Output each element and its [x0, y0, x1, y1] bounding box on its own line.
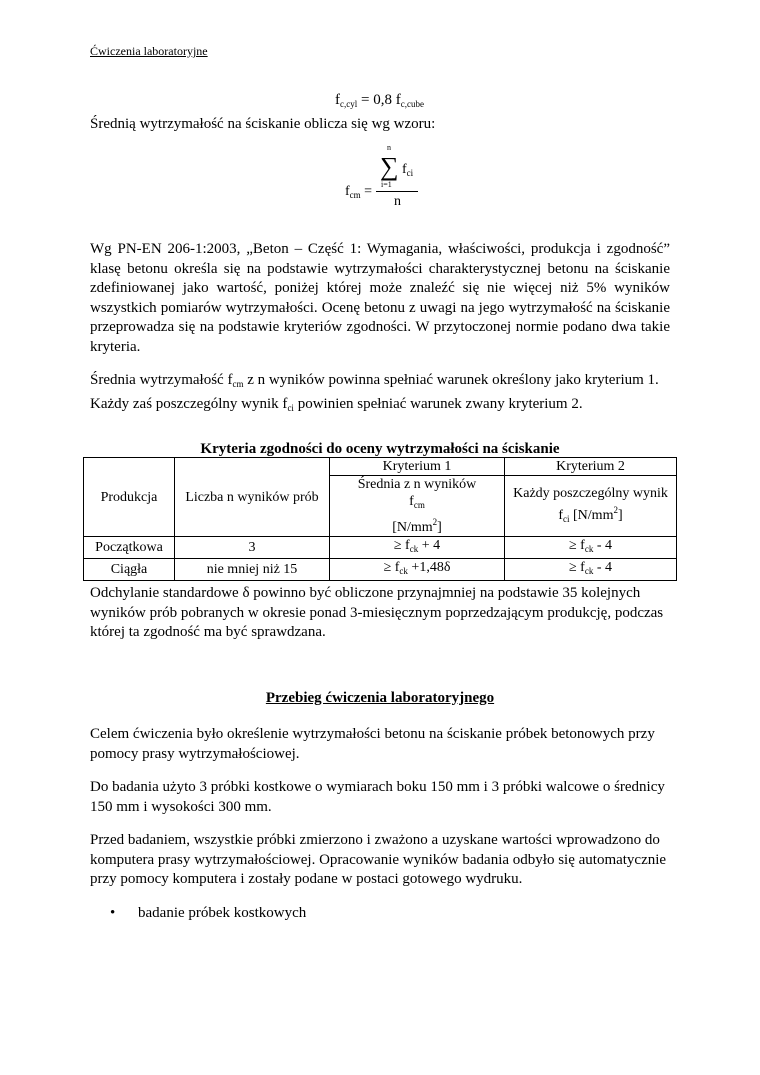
section-title: Przebieg ćwiczenia laboratoryjnego [265, 690, 495, 706]
eq-sub-cyl: c,cyl [340, 99, 358, 109]
criteria-table [83, 457, 677, 581]
mean-formula [340, 140, 430, 210]
table-header-row [84, 458, 677, 476]
equation-cyl-cube [335, 92, 424, 109]
cell-kryterium-2: ≥ $f_{ck} - 4$ [505, 537, 677, 559]
fraction-line [376, 191, 418, 192]
formula-denominator: n [394, 194, 401, 209]
sigma-symbol: ∑ [380, 152, 399, 181]
paragraph-norm: Wg PN-EN 206-1:2003, „Beton – Część 1: Wymagania, właściwości, produkcja i zgodność” klasę betonu określa się na podstawie wytrzymałości charakterystycznej betonu na ściskanie zdefiniowanej jako wartość, poniżej której może znaleźć się nie więcej niż 5% wyników wszystkich pomiarów wytrzymałości. Ocenę betonu z uwagi na jego wytrzymałość na ściskanie przeprowadza się na podstawie kryteriów zgodności. W przytoczonej normie podano dwa takie kryteria. [90, 241, 670, 355]
cell-kryterium-1: ≥ $f_{ck} +1,48\delta$ [330, 559, 505, 581]
paragraph-samples: Do badania użyto 3 próbki kostkowe o wymiarach boku 150 mm i 3 próbki walcowe o średnicy 150 mm i wysokości 300 mm. [90, 779, 665, 815]
header-kryterium-1: Kryterium 1 [330, 458, 505, 476]
sum-upper-limit: n [387, 143, 391, 152]
sum-lower-limit: i=1 [381, 180, 392, 189]
table-row [84, 537, 677, 559]
cell-kryterium-2: ≥ $f_{ck} - 4$ [505, 559, 677, 581]
cell-produkcja: Ciągła [84, 559, 175, 581]
paragraph-std-dev: Odchylanie standardowe δ powinno być obliczone przynajmniej na podstawie 35 kolejnych wyników prób pobranych w okresie ponad 3-miesięcznym poprzedzającym produkcję, podczas której ta zgodność ma być sprawdzana. [90, 585, 664, 640]
header-produkcja: Produkcja [84, 458, 175, 537]
header-liczba: Liczba n wyników prób [175, 458, 330, 537]
subheader-kryterium-2: Każdy poszczególny wynik $f_{ci}$ $[N/mm^2]$ [505, 476, 677, 537]
formula-fci: $f_{ci}$ [402, 162, 414, 178]
eq-f: f [335, 92, 340, 108]
eq-sub-cube: c,cube [400, 99, 424, 109]
eq-rhs: = 0,8 f [357, 92, 401, 108]
list-item: badanie próbek kostkowych [138, 905, 307, 921]
cell-produkcja: Początkowa [84, 537, 175, 559]
subheader-kryterium-1: Średnia z n wyników $f_{cm}$ $[N/mm^2]$ [330, 476, 505, 537]
formula-lhs: $f_{cm}$ = [345, 184, 373, 200]
page-header: Ćwiczenia laboratoryjne [90, 44, 208, 58]
bullet-icon: • [110, 905, 116, 921]
cell-kryterium-1: ≥ $f_{ck} + 4$ [330, 537, 505, 559]
paragraph-goal: Celem ćwiczenia było określenie wytrzymałości betonu na ściskanie próbek betonowych przy pomocy prasy wytrzymałościowej. [90, 726, 655, 762]
table-title: Kryteria zgodności do oceny wytrzymałości na ściskanie [200, 441, 560, 457]
formula-intro: Średnią wytrzymałość na ściskanie oblicza się wg wzoru: [90, 116, 436, 132]
cell-liczba: nie mniej niż 15 [175, 559, 330, 581]
paragraph-measurement: Przed badaniem, wszystkie próbki zmierzono i zważono a uzyskane wartości wprowadzono do komputera prasy wytrzymałościowej. Opracowanie wyników badania odbyło się automatycznie przy pomocy komputera i zostały podane w postaci gotowego wydruku. [90, 832, 667, 887]
table-row [84, 559, 677, 581]
header-kryterium-2: Kryterium 2 [505, 458, 677, 476]
paragraph-mean-strength: Średnia wytrzymałość $f_{cm}$ z n wyników powinna spełniać warunek określony jako kryterium 1. Każdy zaś poszczególny wynik $f_{ci}$ powinien spełniać warunek zwany kryterium 2. [90, 372, 659, 413]
cell-liczba: 3 [175, 537, 330, 559]
